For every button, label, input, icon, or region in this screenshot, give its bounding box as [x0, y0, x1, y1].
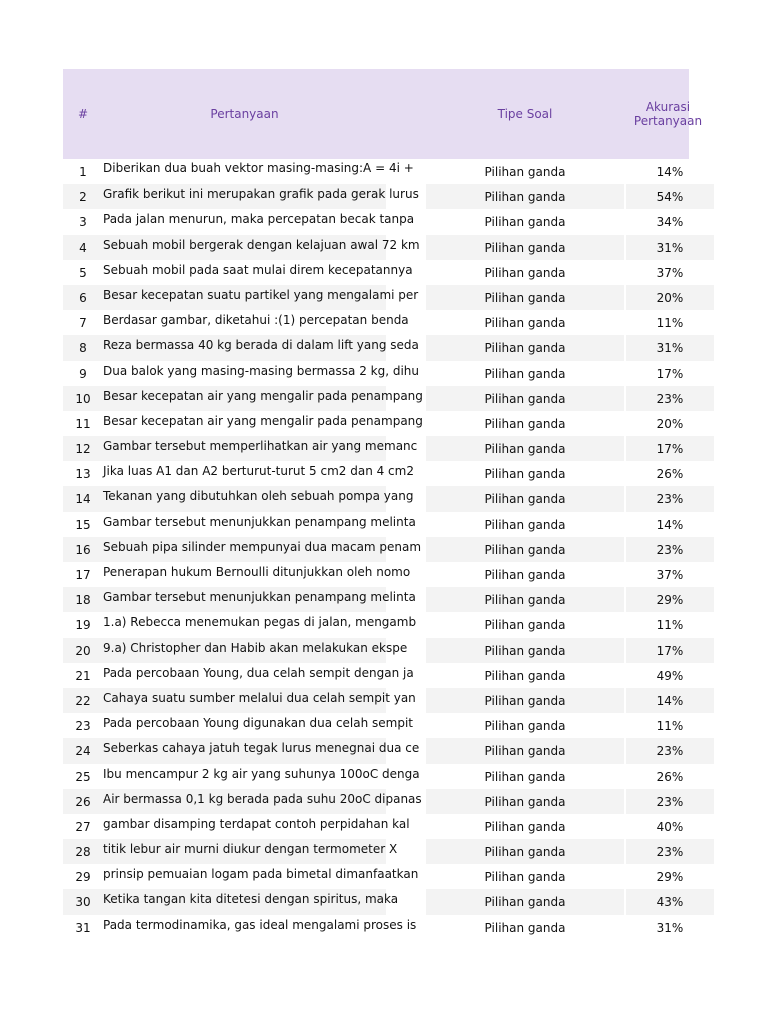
- row-type: Pilihan ganda: [484, 316, 566, 331]
- header-accuracy: [624, 69, 712, 159]
- table-row: [63, 663, 689, 688]
- table-row: [63, 864, 689, 889]
- row-number: 1: [79, 165, 87, 179]
- row-question: Seberkas cahaya jatuh tegak lurus menegnai dua ce: [103, 738, 386, 763]
- table-header: [63, 69, 703, 159]
- row-question: Sebuah pipa silinder mempunyai dua macam penam: [103, 537, 386, 562]
- row-number: 12: [63, 436, 103, 461]
- row-number: 26: [63, 789, 103, 814]
- row-number: 29: [75, 870, 91, 885]
- table-row: [63, 285, 689, 310]
- row-accuracy: 26%: [624, 461, 714, 486]
- row-question: Gambar tersebut menunjukkan penampang melinta: [103, 587, 386, 612]
- row-type: Pilihan ganda: [484, 870, 566, 885]
- row-number: 20: [63, 638, 103, 663]
- table-row: [63, 688, 689, 713]
- row-accuracy: 23%: [624, 386, 714, 411]
- header-question: Pertanyaan: [210, 107, 279, 121]
- row-type: Pilihan ganda: [484, 618, 566, 633]
- row-question: Besar kecepatan air yang mengalir pada penampang: [103, 413, 423, 428]
- row-number: 6: [63, 285, 103, 310]
- row-type: Pilihan ganda: [484, 416, 566, 431]
- table-row: [63, 889, 689, 914]
- row-type: Pilihan ganda: [484, 719, 566, 734]
- row-type: Pilihan ganda: [426, 587, 624, 612]
- table-row: [63, 335, 689, 360]
- row-accuracy: 14%: [624, 512, 714, 537]
- row-question: 9.a) Christopher dan Habib akan melakukan ekspe: [103, 638, 386, 663]
- row-accuracy: 14%: [624, 159, 714, 184]
- row-type: Pilihan ganda: [426, 386, 624, 411]
- row-number: 17: [75, 568, 91, 582]
- row-number: 3: [79, 215, 87, 230]
- row-question: Sebuah mobil pada saat mulai direm kecepatannya: [103, 262, 413, 277]
- row-number: 13: [75, 467, 91, 482]
- row-number: 21: [75, 668, 91, 683]
- row-question: prinsip pemuaian logam pada bimetal dimanfaatkan: [103, 867, 419, 882]
- table-row: [63, 587, 689, 612]
- header-accuracy-line1: Akurasi: [645, 100, 691, 114]
- row-question: Grafik berikut ini merupakan grafik pada gerak lurus: [103, 184, 386, 209]
- row-number: 8: [63, 335, 103, 360]
- row-question: Penerapan hukum Bernoulli ditunjukkan oleh nomo: [103, 565, 411, 579]
- row-accuracy: 37%: [624, 562, 714, 587]
- table-row: [63, 436, 689, 461]
- row-number: 7: [79, 316, 87, 331]
- row-number: 18: [63, 587, 103, 612]
- row-accuracy: 23%: [624, 789, 714, 814]
- table-row: [63, 235, 689, 260]
- row-type: Pilihan ganda: [484, 769, 566, 784]
- row-type: Pilihan ganda: [426, 738, 624, 763]
- row-question: titik lebur air murni diukur dengan termometer X: [103, 839, 386, 864]
- row-accuracy: 14%: [624, 688, 714, 713]
- row-accuracy: 17%: [624, 436, 714, 461]
- row-accuracy: 37%: [624, 260, 714, 285]
- row-accuracy: 31%: [624, 235, 714, 260]
- row-number: 25: [75, 769, 91, 784]
- table-row: [63, 361, 689, 386]
- table-row: [63, 260, 689, 285]
- table-row: [63, 638, 689, 663]
- row-question: 1.a) Rebecca menemukan pegas di jalan, mengamb: [103, 615, 417, 630]
- row-question: Pada percobaan Young, dua celah sempit dengan ja: [103, 665, 414, 680]
- row-question: Reza bermassa 40 kg berada di dalam lift yang seda: [103, 335, 386, 360]
- row-question: Besar kecepatan air yang mengalir pada penampang: [103, 386, 386, 411]
- row-type: Pilihan ganda: [484, 215, 566, 230]
- row-accuracy: 23%: [624, 537, 714, 562]
- row-type: Pilihan ganda: [426, 335, 624, 360]
- row-question: Diberikan dua buah vektor masing-masing:A = 4i +: [103, 161, 414, 175]
- table-row: [63, 184, 689, 209]
- row-question: Cahaya suatu sumber melalui dua celah sempit yan: [103, 688, 386, 713]
- table-row: [63, 461, 689, 486]
- row-question: Gambar tersebut menunjukkan penampang melinta: [103, 514, 416, 529]
- header-number: #: [77, 107, 89, 121]
- row-type: Pilihan ganda: [484, 366, 566, 381]
- row-number: 14: [63, 486, 103, 511]
- row-accuracy: 23%: [624, 839, 714, 864]
- table-row: [63, 839, 689, 864]
- row-type: Pilihan ganda: [426, 486, 624, 511]
- table-row: [63, 764, 689, 789]
- table-row: [63, 512, 689, 537]
- row-question: Besar kecepatan suatu partikel yang mengalami per: [103, 285, 386, 310]
- row-accuracy: 26%: [624, 764, 714, 789]
- row-question: Tekanan yang dibutuhkan oleh sebuah pompa yang: [103, 486, 386, 511]
- row-type: Pilihan ganda: [426, 285, 624, 310]
- row-accuracy: 11%: [624, 310, 714, 335]
- row-type: Pilihan ganda: [426, 789, 624, 814]
- table-row: [63, 209, 689, 234]
- row-number: 9: [79, 366, 87, 381]
- row-question: Ibu mencampur 2 kg air yang suhunya 100oC denga: [103, 766, 420, 781]
- header-type: Tipe Soal: [497, 107, 553, 121]
- table-row: [63, 537, 689, 562]
- row-type: Pilihan ganda: [426, 638, 624, 663]
- row-number: 11: [75, 416, 91, 431]
- row-type: Pilihan ganda: [484, 265, 566, 280]
- row-type: Pilihan ganda: [484, 668, 566, 683]
- row-type: Pilihan ganda: [484, 165, 566, 179]
- row-number: 23: [75, 719, 91, 734]
- row-question: Sebuah mobil bergerak dengan kelajuan awal 72 km: [103, 235, 386, 260]
- question-table: [63, 69, 703, 940]
- row-number: 24: [63, 738, 103, 763]
- header-accuracy-line2: Pertanyaan: [633, 114, 703, 128]
- row-number: 30: [63, 889, 103, 914]
- row-question: Dua balok yang masing-masing bermassa 2 kg, dihu: [103, 363, 420, 378]
- row-accuracy: 11%: [624, 713, 714, 738]
- row-type: Pilihan ganda: [484, 920, 566, 935]
- row-question: Pada percobaan Young digunakan dua celah sempit: [103, 716, 414, 731]
- table-row: [63, 411, 689, 436]
- row-accuracy: 31%: [624, 335, 714, 360]
- row-number: 27: [75, 819, 91, 834]
- row-number: 2: [63, 184, 103, 209]
- table-row: [63, 814, 689, 839]
- row-type: Pilihan ganda: [426, 839, 624, 864]
- row-accuracy: 20%: [624, 411, 714, 436]
- row-type: Pilihan ganda: [426, 184, 624, 209]
- row-number: 28: [63, 839, 103, 864]
- table-row: [63, 310, 689, 335]
- table-body: [63, 159, 689, 940]
- row-accuracy: 11%: [624, 612, 714, 637]
- row-number: 5: [79, 265, 87, 280]
- row-accuracy: 20%: [624, 285, 714, 310]
- row-accuracy: 49%: [624, 663, 714, 688]
- table-row: [63, 486, 689, 511]
- table-row: [63, 789, 689, 814]
- row-number: 19: [75, 618, 91, 633]
- row-number: 22: [63, 688, 103, 713]
- row-accuracy: 31%: [624, 915, 714, 940]
- row-question: Air bermassa 0,1 kg berada pada suhu 20oC dipanas: [103, 789, 386, 814]
- table-row: [63, 713, 689, 738]
- table-row: [63, 915, 689, 940]
- row-type: Pilihan ganda: [426, 537, 624, 562]
- table-row: [63, 738, 689, 763]
- row-accuracy: 40%: [624, 814, 714, 839]
- row-question: Ketika tangan kita ditetesi dengan spiritus, maka: [103, 889, 386, 914]
- row-accuracy: 17%: [624, 361, 714, 386]
- row-question: Pada termodinamika, gas ideal mengalami proses is: [103, 917, 417, 932]
- row-number: 10: [63, 386, 103, 411]
- row-type: Pilihan ganda: [484, 467, 566, 482]
- row-accuracy: 29%: [624, 587, 714, 612]
- table-row: [63, 612, 689, 637]
- row-type: Pilihan ganda: [484, 517, 566, 532]
- row-accuracy: 34%: [624, 209, 714, 234]
- row-type: Pilihan ganda: [426, 436, 624, 461]
- row-type: Pilihan ganda: [426, 889, 624, 914]
- row-type: Pilihan ganda: [426, 235, 624, 260]
- row-accuracy: 54%: [624, 184, 714, 209]
- row-question: Berdasar gambar, diketahui :(1) percepatan benda: [103, 313, 409, 328]
- row-accuracy: 43%: [624, 889, 714, 914]
- row-accuracy: 29%: [624, 864, 714, 889]
- row-number: 15: [75, 517, 91, 532]
- row-type: Pilihan ganda: [484, 819, 566, 834]
- row-question: Jika luas A1 dan A2 berturut-turut 5 cm2 dan 4 cm2: [103, 464, 414, 479]
- table-row: [63, 562, 689, 587]
- row-type: Pilihan ganda: [484, 568, 566, 582]
- row-question: gambar disamping terdapat contoh perpidahan kal: [103, 816, 410, 831]
- row-number: 16: [63, 537, 103, 562]
- row-accuracy: 17%: [624, 638, 714, 663]
- row-question: Gambar tersebut memperlihatkan air yang memanc: [103, 436, 386, 461]
- row-number: 4: [63, 235, 103, 260]
- table-row: [63, 386, 689, 411]
- row-question: Pada jalan menurun, maka percepatan becak tanpa: [103, 212, 415, 227]
- row-number: 31: [75, 920, 91, 935]
- table-row: [63, 159, 689, 184]
- row-type: Pilihan ganda: [426, 688, 624, 713]
- row-accuracy: 23%: [624, 738, 714, 763]
- row-accuracy: 23%: [624, 486, 714, 511]
